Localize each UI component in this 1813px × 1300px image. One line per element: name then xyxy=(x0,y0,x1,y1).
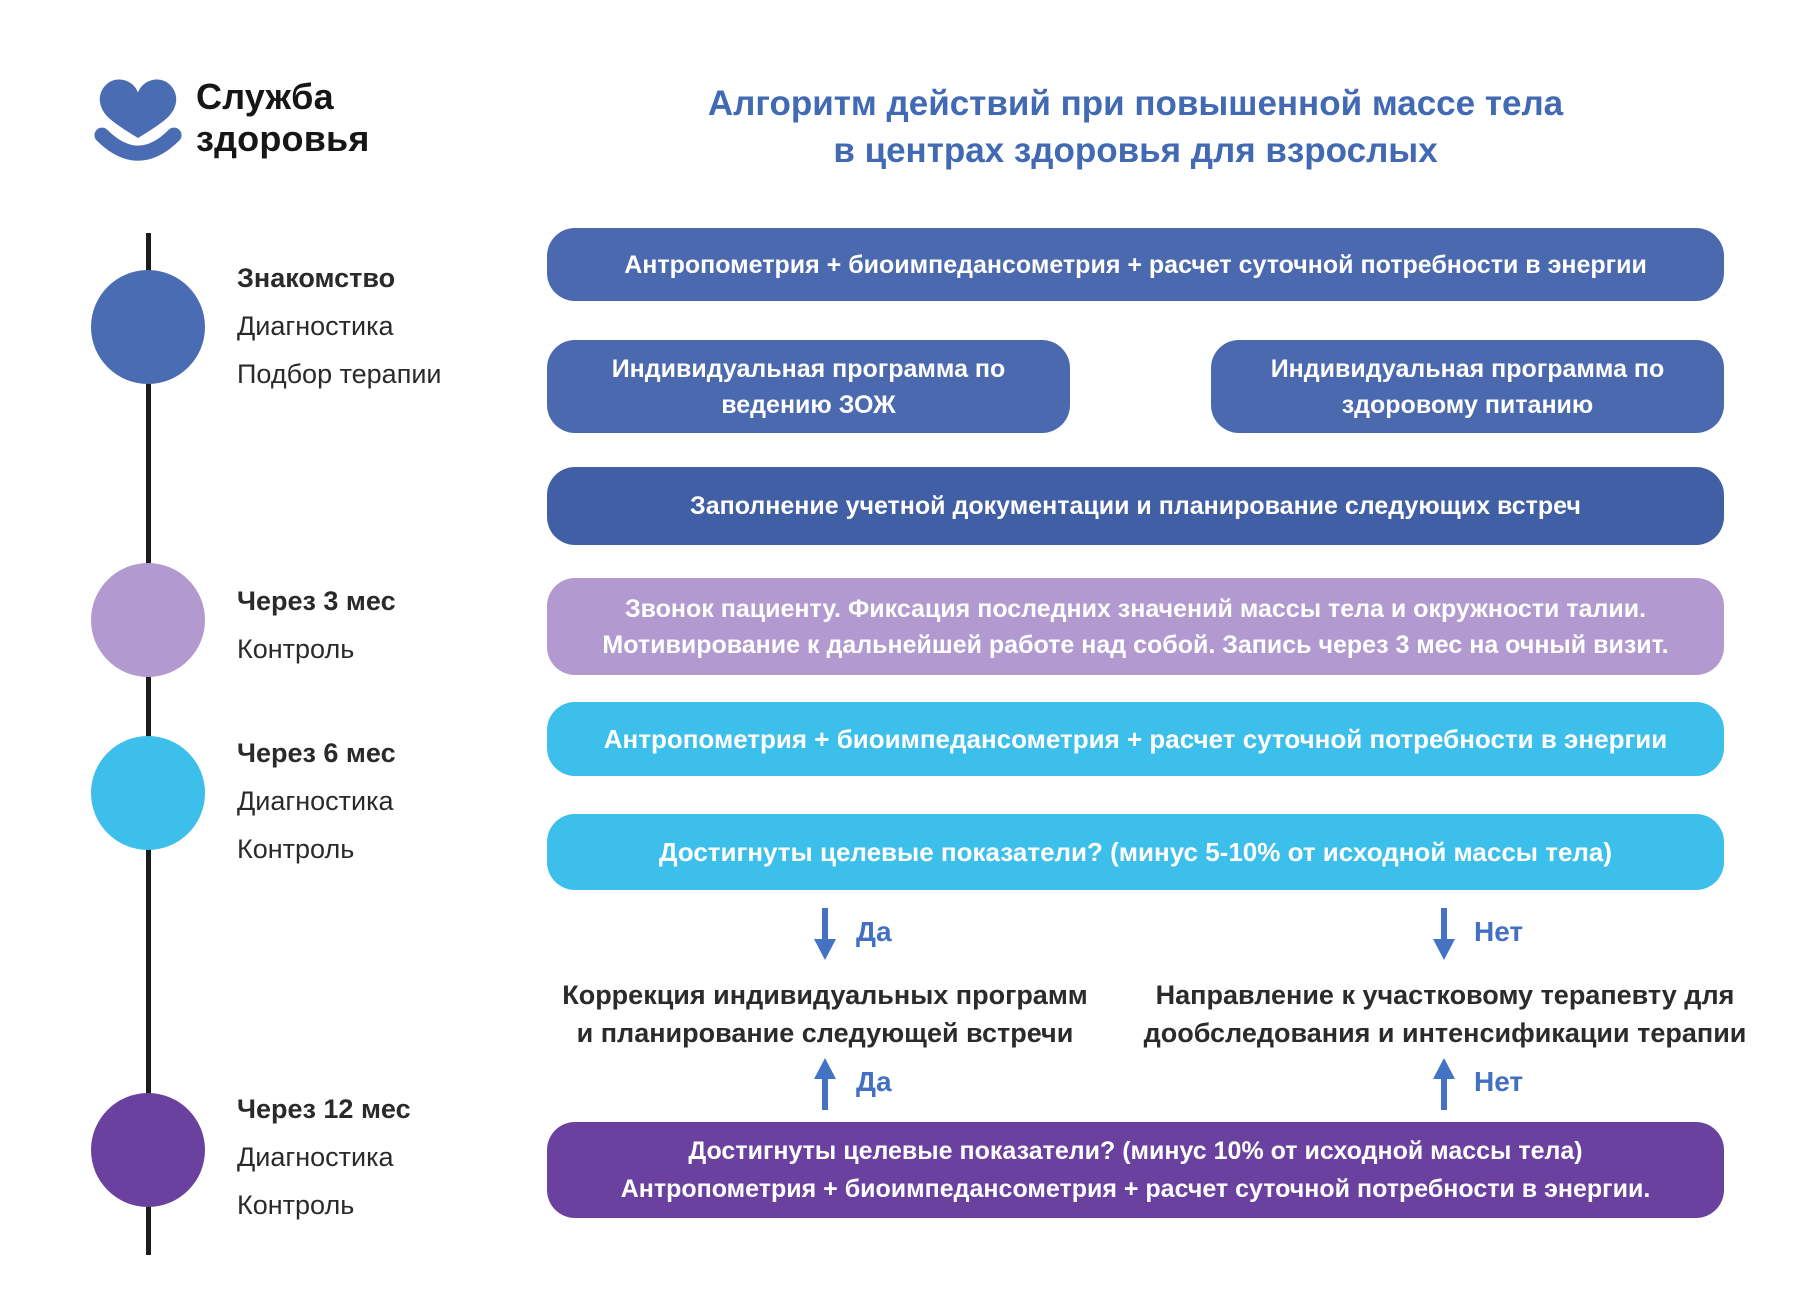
yes-label: Да xyxy=(856,916,892,947)
title-line-2: в центрах здоровья для взрослых xyxy=(833,131,1438,170)
question12-line-1: Достигнуты целевые показатели? (минус 10% от исходной массы тела) xyxy=(688,1137,1583,1165)
timeline-node-start xyxy=(91,270,205,384)
stage-label: Диагностика xyxy=(237,1142,394,1172)
flow-question-targets-6-months xyxy=(547,814,1724,890)
stage-label: Через 3 мес xyxy=(237,586,396,616)
outcome-line-1: Коррекция индивидуальных программ xyxy=(562,980,1088,1010)
flow-step-text: Заполнение учетной документации и планирование следующих встреч xyxy=(690,492,1581,520)
stage-label: Подбор терапии xyxy=(237,359,442,389)
flow-step-program-healthy-lifestyle xyxy=(547,340,1070,433)
timeline-node-3-months xyxy=(91,563,205,677)
outcome-line-2: и планирование следующей встречи xyxy=(576,1018,1074,1048)
flow-step-text xyxy=(612,351,1006,423)
flow-step-text: Достигнуты целевые показатели? (минус 5-10% от исходной массы тела) xyxy=(658,837,1613,867)
call-line-2: Мотивирование к дальнейшей работе над собой. Запись через 3 мес на очный визит. xyxy=(602,630,1669,659)
call-line-1: Звонок пациенту. Фиксация последних значений массы тела и окружности талии. xyxy=(624,594,1647,623)
outcome-no-text xyxy=(1140,976,1750,1052)
flow-step-text xyxy=(1271,351,1665,423)
arrow-down-icon xyxy=(813,908,837,960)
logo-line-1: Служба xyxy=(196,76,334,117)
timeline-labels-3-months xyxy=(237,586,396,682)
flow-step-text: Антропометрия + биоимпедансометрия + расчет суточной потребности в энергии xyxy=(603,724,1668,754)
flow-step-patient-call xyxy=(547,578,1724,675)
flow-step-program-healthy-nutrition xyxy=(1211,340,1724,433)
logo-wordmark xyxy=(196,76,370,160)
arrow-up-icon xyxy=(813,1058,837,1110)
stage-label: Через 12 мес xyxy=(237,1094,411,1124)
flow-step-anthropometry-initial xyxy=(547,228,1724,301)
arrow-up-icon xyxy=(1432,1058,1456,1110)
flow-step-text: Антропометрия + биоимпедансометрия + расчет суточной потребности в энергии xyxy=(624,250,1647,279)
stage-label: Контроль xyxy=(237,634,355,664)
timeline-node-12-months xyxy=(91,1093,205,1207)
program-line-2: ведению ЗОЖ xyxy=(721,390,896,419)
program-line-1: Индивидуальная программа по xyxy=(1270,354,1665,383)
stage-label: Через 6 мес xyxy=(237,738,396,768)
timeline-labels-12-months xyxy=(237,1094,411,1238)
flow-step-documentation xyxy=(547,467,1724,545)
flow-step-anthropometry-6-months xyxy=(547,702,1724,776)
program-line-2: здоровому питанию xyxy=(1341,390,1594,419)
flow-question-targets-12-months xyxy=(547,1122,1724,1218)
stage-label: Контроль xyxy=(237,1190,355,1220)
flow-step-text xyxy=(602,591,1668,663)
timeline-labels-start xyxy=(237,263,441,407)
page-title xyxy=(547,80,1724,174)
logo-line-2: здоровья xyxy=(196,118,370,159)
stage-label: Диагностика xyxy=(237,786,394,816)
stage-label: Диагностика xyxy=(237,311,394,341)
no-label: Нет xyxy=(1474,1066,1524,1097)
question12-line-2: Антропометрия + биоимпедансометрия + расчет суточной потребности в энергии. xyxy=(620,1175,1651,1203)
outcome-line-1: Направление к участковому терапевту для xyxy=(1155,980,1735,1010)
outcome-line-2: дообследования и интенсификации терапии xyxy=(1143,1018,1747,1048)
flow-step-text xyxy=(621,1132,1651,1208)
outcome-yes-text xyxy=(540,976,1110,1052)
program-line-1: Индивидуальная программа по xyxy=(611,354,1006,383)
no-label: Нет xyxy=(1474,916,1524,947)
title-line-1: Алгоритм действий при повышенной массе тела xyxy=(707,84,1564,123)
timeline-node-6-months xyxy=(91,736,205,850)
stage-label: Знакомство xyxy=(237,263,396,293)
stage-label: Контроль xyxy=(237,834,355,864)
arrow-down-icon xyxy=(1432,908,1456,960)
yes-label: Да xyxy=(856,1066,892,1097)
timeline-labels-6-months xyxy=(237,738,396,882)
heart-smile-logo-icon xyxy=(90,68,186,174)
